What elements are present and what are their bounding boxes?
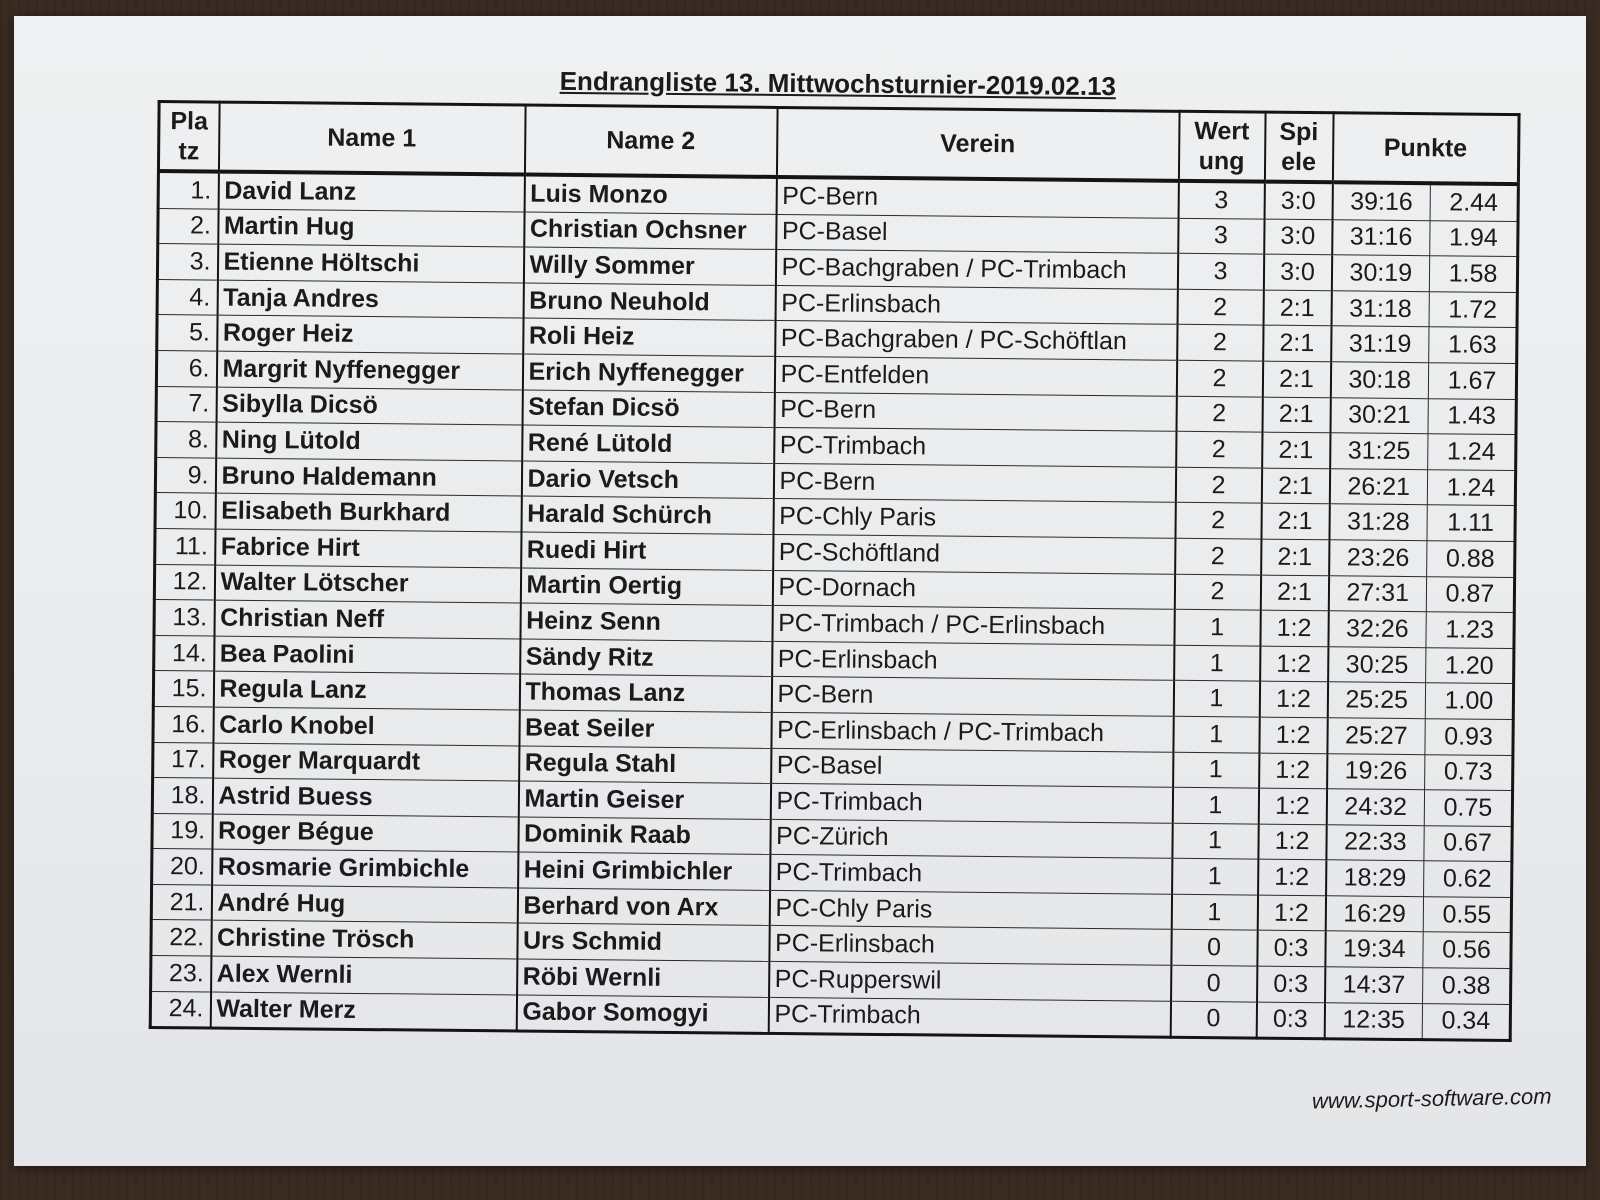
cell-name1: David Lanz <box>218 172 524 212</box>
cell-spiele: 2:1 <box>1263 325 1331 361</box>
cell-wertung: 3 <box>1178 218 1264 254</box>
results-sheet <box>149 62 1518 1042</box>
cell-verein: PC-Erlinsbach / PC-Trimbach <box>771 712 1173 751</box>
cell-platz: 11. <box>155 528 215 564</box>
cell-verein: PC-Bern <box>776 177 1178 218</box>
cell-name2: Dominik Raab <box>518 817 770 855</box>
cell-platz: 24. <box>150 991 210 1028</box>
cell-name1: Elisabeth Burkhard <box>215 493 521 532</box>
cell-platz: 2. <box>158 208 218 244</box>
cell-punkte: 24:32 <box>1326 789 1424 826</box>
cell-punkte: 31:19 <box>1331 326 1429 363</box>
cell-name2: Berhard von Arx <box>517 888 769 926</box>
cell-spiele: 2:1 <box>1262 397 1330 433</box>
cell-quotient: 1.94 <box>1430 220 1518 256</box>
cell-name2: Martin Oertig <box>520 568 772 606</box>
cell-name2: Erich Nyffenegger <box>522 354 774 392</box>
cell-punkte: 18:29 <box>1326 860 1424 897</box>
cell-name1: Regula Lanz <box>213 671 519 710</box>
cell-wertung: 3 <box>1177 253 1263 289</box>
cell-quotient: 1.72 <box>1429 291 1517 327</box>
cell-wertung: 0 <box>1171 965 1257 1001</box>
header-spiele: Spi ele <box>1264 112 1333 182</box>
cell-platz: 22. <box>151 920 211 956</box>
cell-name2: Regula Stahl <box>519 745 771 783</box>
cell-verein: PC-Basel <box>771 748 1173 787</box>
cell-name2: Heinz Senn <box>520 603 772 641</box>
cell-wertung: 1 <box>1172 859 1258 895</box>
cell-verein: PC-Dornach <box>772 570 1174 609</box>
cell-punkte: 16:29 <box>1325 896 1423 933</box>
cell-platz: 13. <box>154 600 214 636</box>
cell-wertung: 1 <box>1174 645 1260 681</box>
cell-quotient: 0.87 <box>1426 576 1514 612</box>
cell-punkte: 25:27 <box>1327 718 1425 755</box>
cell-wertung: 2 <box>1177 289 1263 325</box>
cell-name2: Roli Heiz <box>523 318 775 356</box>
cell-quotient: 2.44 <box>1430 183 1518 221</box>
cell-spiele: 1:2 <box>1260 610 1328 646</box>
cell-quotient: 1.11 <box>1427 505 1515 541</box>
cell-punkte: 30:19 <box>1331 255 1429 292</box>
page-title: Endrangliste 13. Mittwochsturnier-2019.02.13 <box>559 65 1117 102</box>
table-body <box>150 171 1518 1041</box>
cell-name2: Luis Monzo <box>524 175 776 215</box>
cell-name2: Röbi Wernli <box>517 959 769 997</box>
cell-punkte: 14:37 <box>1325 967 1423 1004</box>
cell-platz: 19. <box>152 813 212 849</box>
cell-quotient: 1.58 <box>1429 256 1517 292</box>
cell-punkte: 19:34 <box>1325 931 1423 968</box>
cell-verein: PC-Trimbach / PC-Erlinsbach <box>772 606 1174 645</box>
cell-wertung: 1 <box>1172 823 1258 859</box>
cell-quotient: 0.56 <box>1423 932 1511 968</box>
cell-quotient: 1.00 <box>1425 683 1513 719</box>
cell-punkte: 30:25 <box>1328 646 1426 683</box>
cell-name2: Stefan Dicsö <box>522 390 774 428</box>
cell-spiele: 2:1 <box>1261 503 1329 539</box>
cell-spiele: 1:2 <box>1259 681 1327 717</box>
cell-verein: PC-Trimbach <box>774 428 1176 467</box>
cell-quotient: 0.62 <box>1424 861 1512 897</box>
cell-spiele: 1:2 <box>1260 646 1328 682</box>
cell-quotient: 1.24 <box>1428 434 1516 470</box>
cell-name1: Roger Heiz <box>217 315 523 354</box>
footer-url: www.sport-software.com <box>1312 1083 1553 1114</box>
cell-platz: 1. <box>158 171 218 209</box>
cell-name2: Sändy Ritz <box>520 639 772 677</box>
header-name1: Name 1 <box>218 102 525 174</box>
header-name2: Name 2 <box>524 105 777 177</box>
cell-spiele: 0:3 <box>1257 966 1325 1002</box>
cell-name2: Martin Geiser <box>518 781 770 819</box>
cell-platz: 21. <box>151 884 211 920</box>
cell-verein: PC-Trimbach <box>770 855 1172 894</box>
cell-platz: 4. <box>157 279 217 315</box>
header-punkte: Punkte <box>1332 113 1519 184</box>
cell-name1: Etienne Höltschi <box>217 244 523 283</box>
cell-quotient: 0.73 <box>1425 754 1513 790</box>
cell-spiele: 3:0 <box>1263 254 1331 290</box>
cell-wertung: 1 <box>1172 787 1258 823</box>
cell-wertung: 2 <box>1175 467 1261 503</box>
cell-name1: Alex Wernli <box>211 956 517 995</box>
cell-platz: 23. <box>151 956 211 992</box>
cell-wertung: 0 <box>1171 930 1257 966</box>
cell-punkte: 27:31 <box>1328 575 1426 612</box>
cell-name1: Rosmarie Grimbichle <box>212 849 518 888</box>
cell-punkte: 30:18 <box>1330 362 1428 399</box>
cell-verein: PC-Rupperswil <box>769 961 1171 1000</box>
cell-name1: Astrid Buess <box>212 778 518 817</box>
cell-platz: 9. <box>155 457 215 493</box>
cell-platz: 7. <box>156 386 216 422</box>
cell-verein: PC-Trimbach <box>770 784 1172 823</box>
cell-name2: Bruno Neuhold <box>523 283 775 321</box>
cell-quotient: 0.38 <box>1423 968 1511 1004</box>
cell-name1: Roger Bégue <box>212 814 518 853</box>
cell-quotient: 0.88 <box>1427 541 1515 577</box>
cell-verein: PC-Bachgraben / PC-Schöftlan <box>775 321 1177 360</box>
cell-name1: Bruno Haldemann <box>215 458 521 497</box>
results-table <box>149 100 1521 1042</box>
cell-platz: 8. <box>156 422 216 458</box>
cell-spiele: 2:1 <box>1263 290 1331 326</box>
cell-wertung: 2 <box>1175 538 1261 574</box>
cell-punkte: 32:26 <box>1328 611 1426 648</box>
cell-name1: Christian Neff <box>214 600 520 639</box>
cell-verein: PC-Bern <box>774 392 1176 431</box>
cell-verein: PC-Basel <box>776 214 1178 253</box>
cell-punkte: 31:28 <box>1329 504 1427 541</box>
cell-platz: 20. <box>152 849 212 885</box>
cell-quotient: 1.24 <box>1427 469 1515 505</box>
cell-platz: 5. <box>157 315 217 351</box>
cell-name2: Thomas Lanz <box>519 674 771 712</box>
cell-platz: 17. <box>153 742 213 778</box>
header-wertung: Wert ung <box>1178 111 1265 181</box>
cell-platz: 10. <box>155 493 215 529</box>
cell-platz: 12. <box>154 564 214 600</box>
cell-spiele: 2:1 <box>1261 468 1329 504</box>
cell-name1: Margrit Nyffenegger <box>216 351 522 390</box>
cell-name1: Fabrice Hirt <box>215 529 521 568</box>
cell-platz: 6. <box>156 350 216 386</box>
cell-quotient: 0.75 <box>1424 790 1512 826</box>
cell-wertung: 2 <box>1176 360 1262 396</box>
cell-wertung: 3 <box>1178 181 1264 219</box>
cell-name2: Beat Seiler <box>519 710 771 748</box>
cell-punkte: 31:16 <box>1332 219 1430 256</box>
cell-quotient: 0.34 <box>1422 1003 1510 1040</box>
cell-quotient: 1.63 <box>1429 327 1517 363</box>
cell-verein: PC-Chly Paris <box>769 890 1171 929</box>
cell-verein: PC-Bern <box>771 677 1173 716</box>
cell-name2: René Lütold <box>522 425 774 463</box>
cell-name2: Willy Sommer <box>523 247 775 285</box>
cell-verein: PC-Erlinsbach <box>775 285 1177 324</box>
cell-platz: 15. <box>153 671 213 707</box>
paper-sheet <box>14 16 1586 1166</box>
cell-verein: PC-Bern <box>773 463 1175 502</box>
cell-wertung: 0 <box>1170 1001 1256 1038</box>
cell-name1: Walter Lötscher <box>214 565 520 604</box>
cell-wertung: 2 <box>1176 431 1262 467</box>
cell-verein: PC-Entfelden <box>774 356 1176 395</box>
cell-verein: PC-Zürich <box>770 819 1172 858</box>
cell-quotient: 1.23 <box>1426 612 1514 648</box>
cell-name1: André Hug <box>211 885 517 924</box>
cell-verein: PC-Erlinsbach <box>769 926 1171 965</box>
cell-wertung: 1 <box>1174 609 1260 645</box>
cell-platz: 3. <box>157 244 217 280</box>
cell-spiele: 2:1 <box>1262 361 1330 397</box>
cell-verein: PC-Bachgraben / PC-Trimbach <box>775 250 1177 289</box>
cell-name1: Sibylla Dicsö <box>216 387 522 426</box>
cell-spiele: 1:2 <box>1258 788 1326 824</box>
cell-wertung: 2 <box>1176 396 1262 432</box>
cell-name2: Urs Schmid <box>517 923 769 961</box>
table-header-row <box>158 102 1519 185</box>
cell-wertung: 1 <box>1173 752 1259 788</box>
cell-wertung: 2 <box>1177 325 1263 361</box>
cell-name1: Roger Marquardt <box>213 743 519 782</box>
cell-name2: Christian Ochsner <box>524 212 776 250</box>
cell-wertung: 1 <box>1173 681 1259 717</box>
cell-punkte: 12:35 <box>1324 1002 1422 1040</box>
cell-punkte: 25:25 <box>1327 682 1425 719</box>
cell-spiele: 2:1 <box>1261 539 1329 575</box>
cell-spiele: 0:3 <box>1257 931 1325 967</box>
cell-spiele: 1:2 <box>1258 824 1326 860</box>
cell-spiele: 2:1 <box>1262 432 1330 468</box>
cell-spiele: 2:1 <box>1260 575 1328 611</box>
cell-quotient: 0.67 <box>1424 825 1512 861</box>
cell-spiele: 1:2 <box>1259 753 1327 789</box>
cell-name2: Heini Grimbichler <box>518 852 770 890</box>
cell-wertung: 2 <box>1175 503 1261 539</box>
cell-quotient: 1.20 <box>1426 647 1514 683</box>
header-verein: Verein <box>776 107 1179 180</box>
cell-punkte: 31:18 <box>1331 291 1429 328</box>
cell-punkte: 39:16 <box>1332 182 1430 220</box>
cell-name1: Tanja Andres <box>217 280 523 319</box>
cell-name1: Christine Trösch <box>211 921 517 960</box>
header-platz: Pla tz <box>158 102 219 172</box>
cell-punkte: 31:25 <box>1330 433 1428 470</box>
cell-name1: Martin Hug <box>218 209 524 248</box>
cell-spiele: 1:2 <box>1259 717 1327 753</box>
cell-verein: PC-Trimbach <box>768 997 1170 1037</box>
cell-wertung: 1 <box>1173 716 1259 752</box>
cell-wertung: 1 <box>1171 894 1257 930</box>
cell-name2: Harald Schürch <box>521 496 773 534</box>
cell-name1: Bea Paolini <box>214 636 520 675</box>
cell-spiele: 0:3 <box>1256 1002 1324 1039</box>
cell-platz: 16. <box>153 706 213 742</box>
cell-verein: PC-Erlinsbach <box>772 641 1174 680</box>
cell-verein: PC-Schöftland <box>773 534 1175 573</box>
cell-quotient: 0.55 <box>1423 897 1511 933</box>
cell-spiele: 1:2 <box>1258 859 1326 895</box>
cell-spiele: 1:2 <box>1257 895 1325 931</box>
cell-name2: Ruedi Hirt <box>521 532 773 570</box>
cell-name1: Carlo Knobel <box>213 707 519 746</box>
cell-quotient: 1.43 <box>1428 398 1516 434</box>
cell-platz: 14. <box>154 635 214 671</box>
cell-spiele: 3:0 <box>1264 182 1332 220</box>
cell-punkte: 22:33 <box>1326 824 1424 861</box>
cell-name1: Ning Lütold <box>216 422 522 461</box>
cell-name2: Gabor Somogyi <box>516 995 768 1034</box>
cell-punkte: 23:26 <box>1329 540 1427 577</box>
cell-punkte: 26:21 <box>1329 469 1427 506</box>
cell-wertung: 2 <box>1174 574 1260 610</box>
cell-punkte: 19:26 <box>1327 753 1425 790</box>
cell-punkte: 30:21 <box>1330 397 1428 434</box>
cell-quotient: 0.93 <box>1425 719 1513 755</box>
cell-name1: Walter Merz <box>210 992 516 1032</box>
cell-quotient: 1.67 <box>1428 363 1516 399</box>
cell-name2: Dario Vetsch <box>521 461 773 499</box>
cell-spiele: 3:0 <box>1264 219 1332 255</box>
cell-verein: PC-Chly Paris <box>773 499 1175 538</box>
cell-platz: 18. <box>152 778 212 814</box>
